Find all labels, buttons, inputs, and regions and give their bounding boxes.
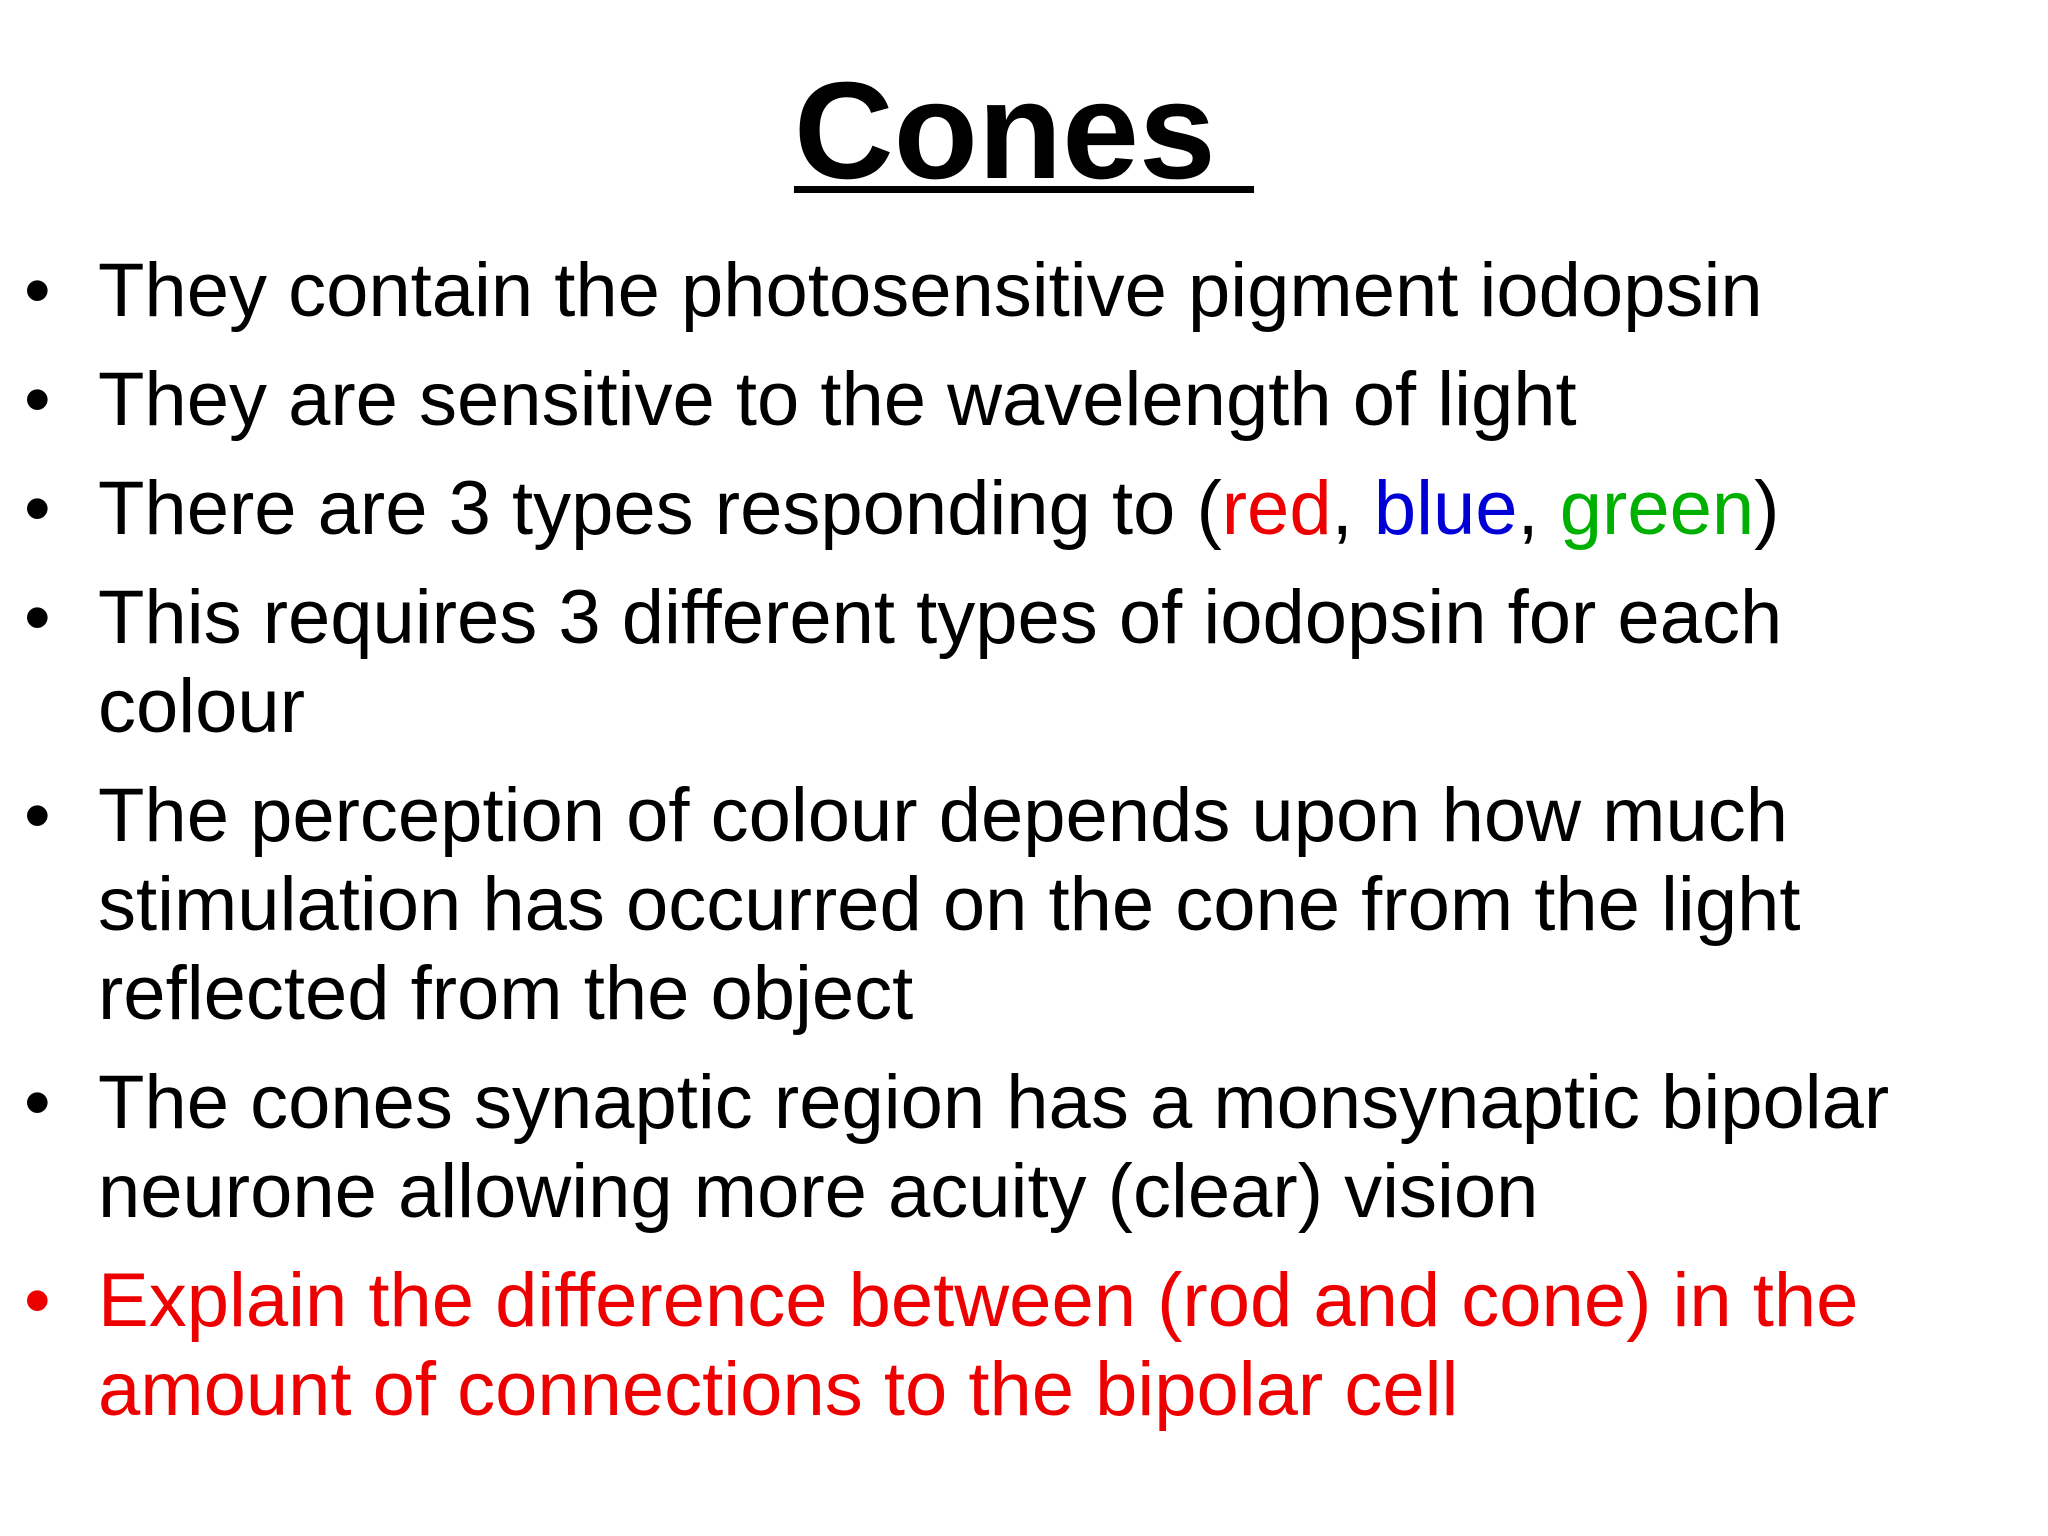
bullet-item-three-types <box>0 464 2048 553</box>
bullet-icon: • <box>24 357 51 442</box>
bullet-item-question <box>0 1256 2048 1434</box>
separator: , <box>1331 466 1374 551</box>
three-types-suffix: ) <box>1754 466 1780 551</box>
bullet-text <box>98 464 2028 553</box>
color-word-blue: blue <box>1373 466 1518 551</box>
bullet-icon: • <box>24 466 51 551</box>
bullet-item-synaptic-region <box>0 1058 2048 1236</box>
bullet-item-perception <box>0 771 2048 1038</box>
bullet-icon: • <box>24 1258 51 1343</box>
bullet-text: They are sensitive to the wavelength of light <box>98 357 1577 442</box>
bullet-list <box>0 246 2048 1454</box>
bullet-icon: • <box>24 773 51 858</box>
slide-title <box>0 54 2048 208</box>
bullet-text-line: stimulation has occurred on the cone from the light <box>98 862 1801 947</box>
bullet-text-line: This requires 3 different types of iodopsin for each <box>98 575 1783 660</box>
color-word-red: red <box>1221 466 1332 551</box>
bullet-text-line: The cones synaptic region has a monsynaptic bipolar <box>98 1060 1890 1145</box>
separator: , <box>1517 466 1560 551</box>
bullet-icon: • <box>24 575 51 660</box>
color-word-green: green <box>1559 466 1755 551</box>
bullet-text-line: The perception of colour depends upon how much <box>98 773 1788 858</box>
bullet-text: They contain the photosensitive pigment iodopsin <box>98 248 1763 333</box>
bullet-text-line: amount of connections to the bipolar cell <box>98 1347 1459 1432</box>
bullet-text-line: Explain the difference between (rod and cone) in the <box>98 1258 1859 1343</box>
bullet-item-pigment <box>0 246 2048 335</box>
bullet-text-line: neurone allowing more acuity (clear) vision <box>98 1149 1539 1234</box>
bullet-text-line: reflected from the object <box>98 951 914 1036</box>
bullet-icon: • <box>24 1060 51 1145</box>
bullet-item-iodopsin-types <box>0 573 2048 751</box>
bullet-icon: • <box>24 248 51 333</box>
three-types-prefix: There are 3 types responding to ( <box>98 466 1222 551</box>
bullet-item-wavelength <box>0 355 2048 444</box>
bullet-text-line: colour <box>98 664 305 749</box>
slide-title-text: Cones <box>793 54 1255 208</box>
